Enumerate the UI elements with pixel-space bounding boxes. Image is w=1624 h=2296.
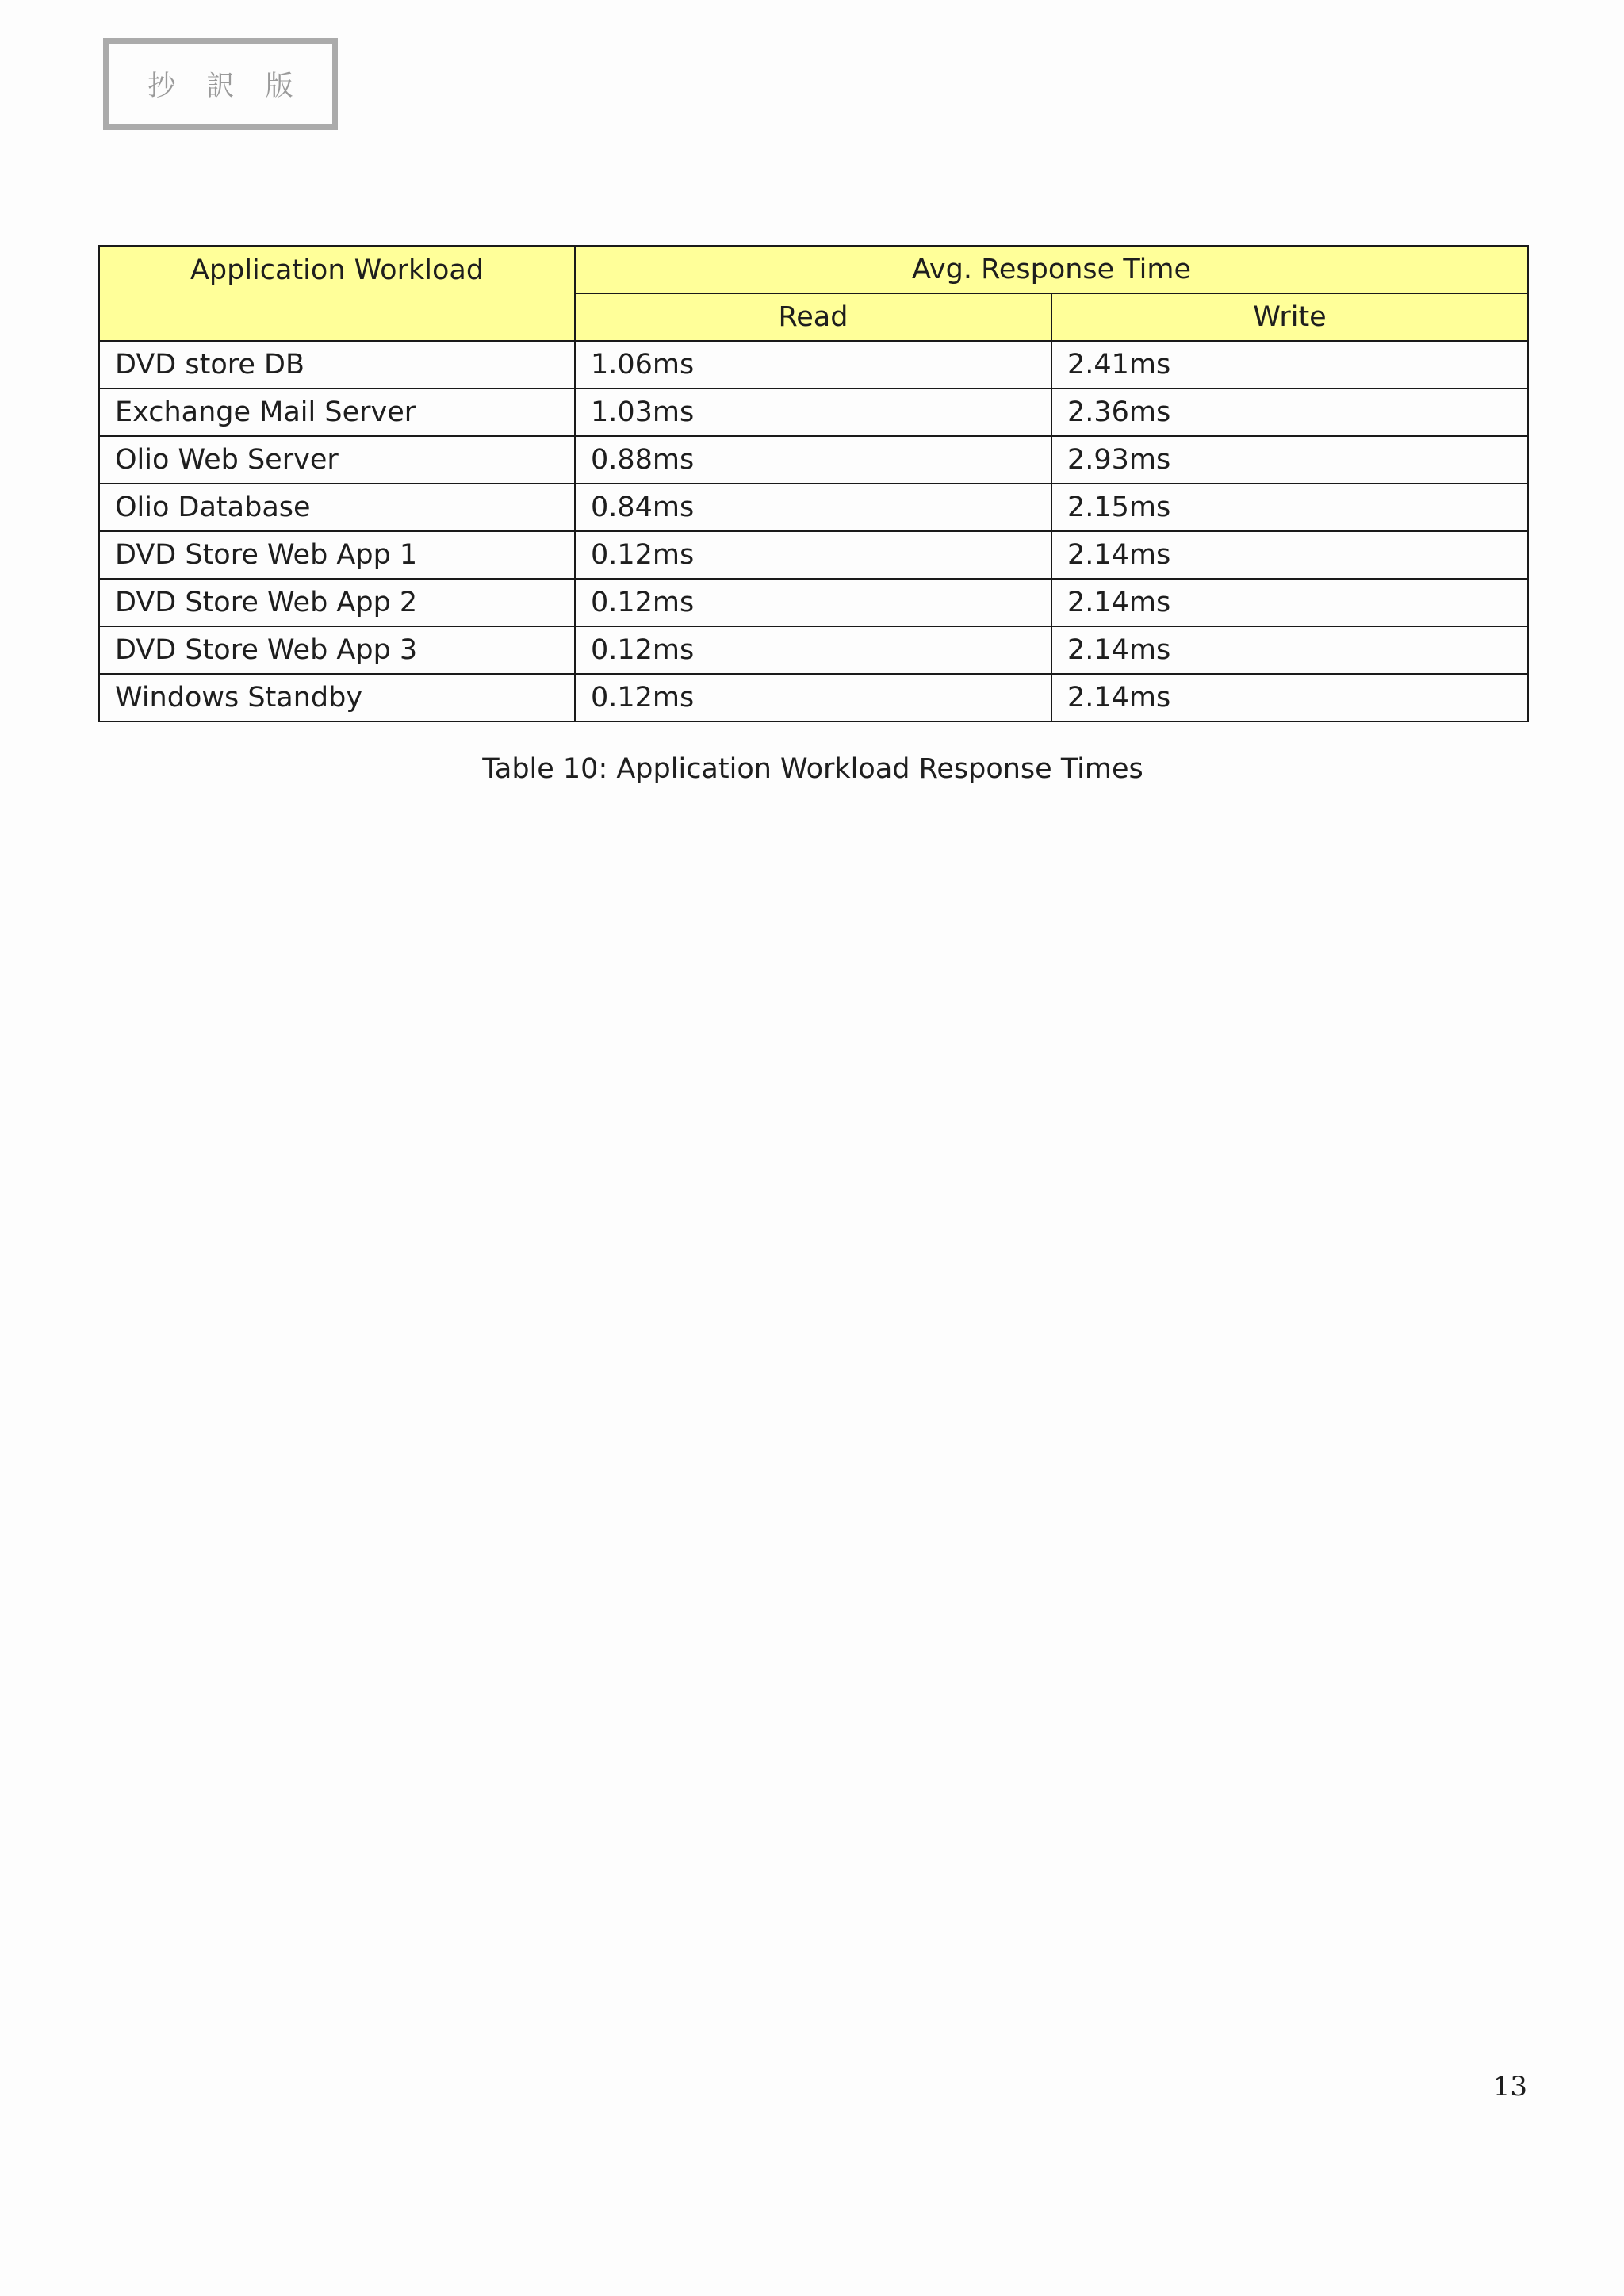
read-time-cell: 0.12ms [575, 579, 1051, 626]
workload-cell: DVD Store Web App 3 [99, 626, 575, 674]
read-time-cell: 0.84ms [575, 484, 1051, 531]
table-row [99, 626, 1528, 674]
table-row [99, 341, 1528, 388]
read-time-cell: 0.88ms [575, 436, 1051, 484]
page-number: 13 [1492, 2071, 1527, 2103]
workload-cell: DVD Store Web App 1 [99, 531, 575, 579]
write-time-cell: 2.14ms [1051, 674, 1528, 721]
table-caption: Table 10: Application Workload Response Times [482, 753, 1143, 785]
write-time-cell: 2.14ms [1051, 579, 1528, 626]
write-time-cell: 2.14ms [1051, 531, 1528, 579]
workload-cell: Windows Standby [99, 674, 575, 721]
read-time-cell: 1.06ms [575, 341, 1051, 388]
workload-cell: DVD store DB [99, 341, 575, 388]
table-row [99, 484, 1528, 531]
stamp-text: 抄 訳 版 [147, 71, 304, 102]
read-time-cell: 0.12ms [575, 531, 1051, 579]
header-application-workload: Application Workload [99, 246, 575, 341]
read-time-cell: 1.03ms [575, 388, 1051, 436]
write-time-cell: 2.93ms [1051, 436, 1528, 484]
workload-cell: Olio Database [99, 484, 575, 531]
write-time-cell: 2.14ms [1051, 626, 1528, 674]
table-row [99, 674, 1528, 721]
table-row [99, 436, 1528, 484]
write-time-cell: 2.15ms [1051, 484, 1528, 531]
read-time-cell: 0.12ms [575, 674, 1051, 721]
workload-cell: Exchange Mail Server [99, 388, 575, 436]
header-avg-response-time: Avg. Response Time [575, 246, 1528, 293]
response-time-table [98, 245, 1529, 722]
write-time-cell: 2.41ms [1051, 341, 1528, 388]
translation-stamp [103, 38, 338, 130]
table-row [99, 531, 1528, 579]
workload-cell: Olio Web Server [99, 436, 575, 484]
read-time-cell: 0.12ms [575, 626, 1051, 674]
table-row [99, 388, 1528, 436]
workload-cell: DVD Store Web App 2 [99, 579, 575, 626]
table-row [99, 579, 1528, 626]
write-time-cell: 2.36ms [1051, 388, 1528, 436]
header-read: Read [575, 293, 1051, 341]
header-write: Write [1051, 293, 1528, 341]
